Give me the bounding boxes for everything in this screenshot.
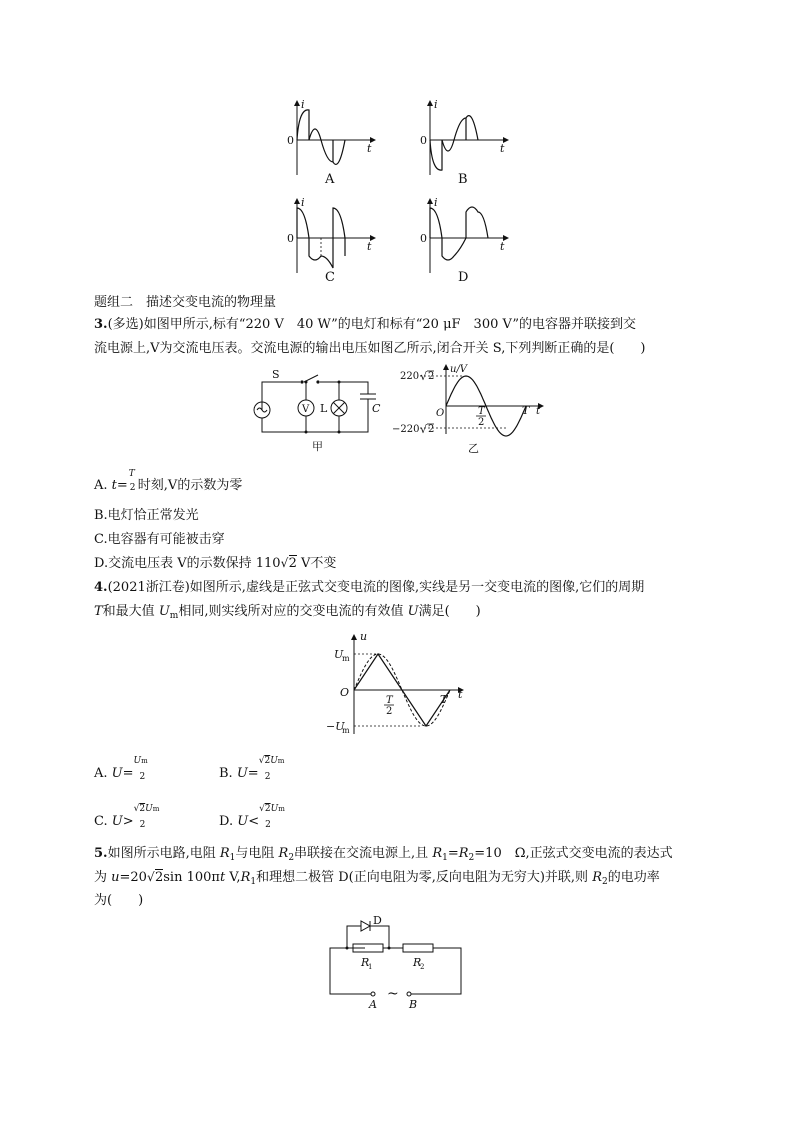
- svg-text:m: m: [342, 654, 350, 663]
- svg-text:2: 2: [428, 371, 435, 382]
- svg-text:2: 2: [420, 963, 425, 971]
- t-axis-label: t: [536, 406, 541, 417]
- voltmeter-label: V: [302, 404, 310, 415]
- half-period-den: 2: [478, 417, 485, 428]
- q4-line1: 4.(2021浙江卷)如图所示,虚线是正弦式交变电流的图像,实线是另一交变电流的图像,它们的周期: [94, 580, 645, 595]
- q4-option-d: D. U< √2Um 2: [219, 804, 285, 830]
- q4-option-c: C. U> √2Um 2: [94, 804, 160, 830]
- graph-label-a: A: [325, 172, 335, 187]
- axis-i-label: i: [301, 196, 305, 209]
- half-period-den: 2: [386, 706, 393, 717]
- q3-line1: 3.(多选)如图甲所示,标有“220 V 40 W”的电灯和标有“20 μF 300 V”的电容器并联接到交: [94, 317, 637, 332]
- q3-circuit-diagram: [250, 368, 381, 453]
- svg-text:1: 1: [368, 963, 373, 971]
- section-title: 题组二 描述交变电流的物理量: [94, 295, 277, 310]
- q4-waveform-graph: [326, 630, 480, 740]
- q3-option-b: B.电灯恰正常发光: [94, 508, 199, 523]
- axis-t-label: t: [367, 142, 372, 155]
- origin-label: O: [340, 686, 350, 699]
- axis-t-label: t: [367, 240, 372, 253]
- svg-text:2: 2: [428, 424, 435, 435]
- um-label: U: [334, 648, 344, 661]
- svg-text:√: √: [420, 370, 428, 383]
- period-label: T: [440, 693, 448, 706]
- u-axis-label: u: [360, 630, 368, 643]
- half-period-num: T: [478, 406, 485, 417]
- terminal-a-label: A: [369, 998, 377, 1011]
- r1-label: R: [361, 956, 370, 969]
- q3-option-a: A. t= T 2 时刻,V的示数为零: [94, 469, 243, 493]
- q3-number: 3.: [94, 317, 108, 332]
- diode-label: D: [373, 914, 382, 927]
- t-axis-label: t: [458, 688, 463, 701]
- origin-label: O: [436, 408, 445, 419]
- switch-label: S: [272, 368, 280, 381]
- graph-caption: 乙: [468, 442, 479, 455]
- q3-option-d: D.交流电压表 V的示数保持 110 √ 2 V不变: [94, 556, 337, 571]
- q4-option-b: B. U= √2Um 2: [219, 756, 285, 782]
- period-label: T: [522, 404, 530, 417]
- ymax-label: 220: [400, 371, 420, 382]
- lamp-label: L: [320, 402, 328, 415]
- r2-label: R: [413, 956, 422, 969]
- axis-i-label: i: [434, 196, 438, 209]
- capacitor-label: C: [372, 402, 381, 415]
- origin-label: 0: [420, 232, 427, 245]
- y-axis-label: u/V: [450, 364, 468, 375]
- axis-t-label: t: [500, 240, 505, 253]
- q4-line2: T和最大值 $U_m$相同,则实线所对应的交变电流的有效值 U满足( ): [94, 604, 481, 621]
- origin-label: 0: [420, 134, 427, 147]
- q5-circuit-diagram: [325, 912, 475, 1012]
- axis-i-label: i: [434, 98, 438, 111]
- svg-text:√: √: [420, 423, 428, 436]
- graph-option-b: [418, 100, 508, 180]
- terminal-b-label: B: [409, 998, 418, 1011]
- axis-i-label: i: [301, 98, 305, 111]
- graph-option-a: [285, 100, 375, 180]
- q4-number: 4.: [94, 580, 108, 595]
- circuit-caption: 甲: [312, 440, 323, 453]
- ac-source-icon: ~: [387, 986, 399, 1002]
- origin-label: 0: [287, 134, 294, 147]
- q5-number: 5.: [94, 846, 108, 861]
- neg-um-label: −U: [326, 720, 345, 733]
- axis-t-label: t: [500, 142, 505, 155]
- graph-option-c: [285, 198, 375, 278]
- graph-label-d: D: [458, 270, 469, 285]
- ymin-label: −220: [392, 424, 420, 435]
- q3-voltage-graph: [392, 362, 548, 455]
- q3-option-c: C.电容器有可能被击穿: [94, 532, 225, 547]
- q5-line3: 为( ): [94, 893, 144, 908]
- svg-text:m: m: [342, 726, 350, 735]
- q5-line2: 为 u=20 √ 2sin 100πt $V,R_1$和理想二极管 D(正向电阻为零,反向电阻为无穷大)并联,则 $R_2$的电功率: [94, 870, 660, 887]
- graph-label-c: C: [325, 270, 335, 285]
- origin-label: 0: [287, 232, 294, 245]
- graph-option-d: [418, 198, 508, 278]
- half-period-num: T: [386, 695, 393, 706]
- q3-line2: 流电源上,V为交流电压表。交流电源的输出电压如图乙所示,闭合开关 S,下列判断正确的是( ): [94, 341, 646, 356]
- q5-line1: 5.如图所示电路,电阻 $R_1$与电阻 $R_2$串联接在交流电源上,且 $R_1=R_2=10$ Ω,正弦式交变电流的表达式: [94, 846, 673, 863]
- graph-label-b: B: [458, 172, 468, 187]
- q4-option-a: A. U= Um 2: [94, 756, 148, 782]
